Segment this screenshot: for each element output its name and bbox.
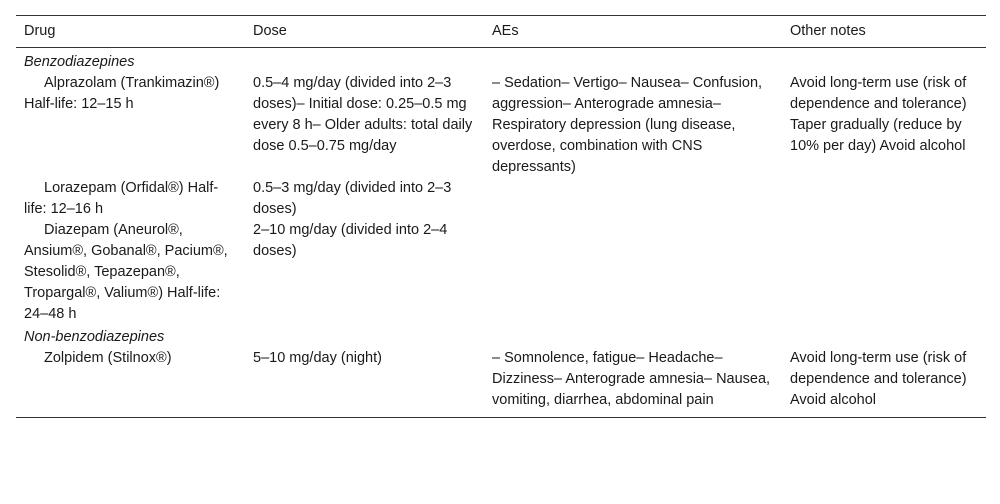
drug-table	[16, 15, 986, 418]
table-row-diazepam	[16, 220, 986, 325]
dose-cell: 5–10 mg/day (night)	[245, 348, 484, 418]
section-row-non-benzodiazepines	[16, 325, 986, 348]
notes-cell	[782, 220, 986, 325]
drug-cell: Diazepam (Aneurol®, Ansium®, Gobanal®, Pacium®, Stesolid®, Tepazepan®, Tropargal®, Valium®) Half-life: 24–48 h	[24, 222, 228, 322]
drug-cell: Zolpidem (Stilnox®)	[16, 348, 245, 418]
header-dose: Dose	[245, 16, 484, 48]
header-aes: AEs	[484, 16, 782, 48]
table-header	[16, 16, 986, 48]
notes-cell	[782, 178, 986, 220]
notes-cell: Avoid long-term use (risk of dependence and tolerance) Avoid alcohol	[782, 348, 986, 418]
dose-cell: 0.5–4 mg/day (divided into 2–3 doses)– Initial dose: 0.25–0.5 mg every 8 h– Older adults: total daily dose 0.5–0.75 mg/day	[253, 75, 473, 154]
notes-cell: Avoid long-term use (risk of dependence and tolerance) Taper gradually (reduce by 10% per day) Avoid alcohol	[790, 75, 967, 154]
header-other-notes: Other notes	[782, 16, 986, 48]
section-title: Benzodiazepines	[24, 54, 135, 70]
dose-cell: 2–10 mg/day (divided into 2–4 doses)	[253, 222, 448, 259]
table-row-zolpidem	[16, 348, 986, 418]
section-row-benzodiazepines	[16, 48, 986, 74]
aes-cell: – Somnolence, fatigue– Headache– Dizziness– Anterograde amnesia– Nausea, vomiting, diarrhea, abdominal pain	[484, 348, 782, 418]
drug-cell: Alprazolam (Trankimazin®) Half-life: 12–15 h	[24, 75, 220, 112]
aes-cell	[484, 178, 782, 220]
header-drug: Drug	[16, 16, 245, 48]
dose-cell: 0.5–3 mg/day (divided into 2–3 doses)	[253, 180, 452, 217]
section-title: Non-benzodiazepines	[24, 329, 165, 345]
header-row	[16, 16, 986, 48]
table-row-lorazepam	[16, 178, 986, 220]
aes-cell: – Sedation– Vertigo– Nausea– Confusion, aggression– Anterograde amnesia– Respiratory depression (lung disease, overdose, combination with CNS depressants)	[492, 75, 763, 175]
aes-cell	[484, 220, 782, 325]
drug-cell: Lorazepam (Orfidal®) Half-life: 12–16 h	[24, 180, 219, 217]
table-row-alprazolam	[16, 73, 986, 178]
table-body	[16, 48, 986, 418]
